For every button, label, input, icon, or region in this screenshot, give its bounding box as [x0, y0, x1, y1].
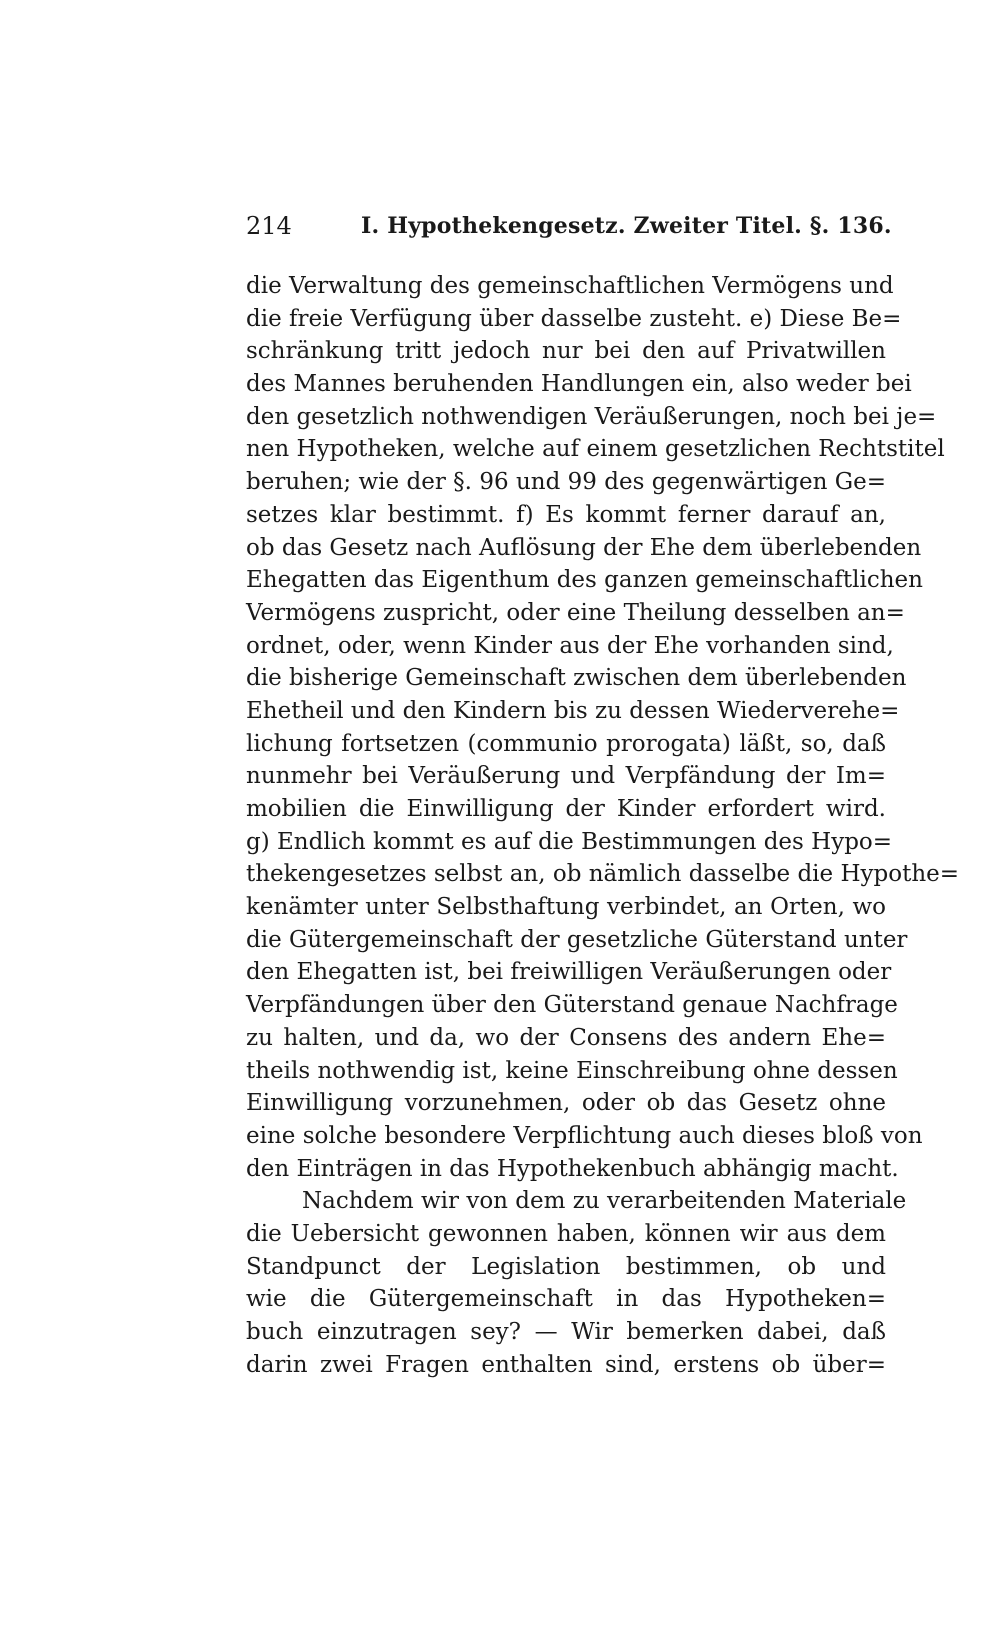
text-line: Standpunct der Legislation bestimmen, ob und — [246, 1253, 886, 1280]
text-line: mobilien die Einwilligung der Kinder erfordert wird. — [246, 796, 886, 822]
text-line: thekengesetzes selbst an, ob nämlich dasselbe die Hypothe= — [246, 861, 960, 888]
running-head-title: I. Hypothekengesetz. Zweiter Titel. §. 136. — [361, 213, 892, 239]
text-line: die bisherige Gemeinschaft zwischen dem überlebenden — [246, 665, 907, 692]
text-line: schränkung tritt jedoch nur bei den auf Privatwillen — [246, 338, 886, 365]
body-text — [246, 270, 960, 1381]
text-line: Vermögens zuspricht, oder eine Theilung desselben an= — [246, 599, 905, 626]
text-line: zu halten, und da, wo der Consens des andern Ehe= — [246, 1024, 886, 1051]
text-line: den Einträgen in das Hypothekenbuch abhängig macht. — [246, 1155, 899, 1182]
text-line: Ehetheil und den Kindern bis zu dessen Wiederverehe= — [246, 697, 900, 724]
text-line: ordnet, oder, wenn Kinder aus der Ehe vorhanden sind, — [246, 632, 894, 659]
running-head — [246, 206, 892, 246]
text-line: wie die Gütergemeinschaft in das Hypotheken= — [246, 1286, 886, 1313]
text-line: die Gütergemeinschaft der gesetzliche Güterstand unter — [246, 926, 908, 953]
text-line: die freie Verfügung über dasselbe zusteht. e) Diese Be= — [246, 305, 902, 332]
text-line: Verpfändungen über den Güterstand genaue Nachfrage — [246, 992, 898, 1019]
text-line: die Verwaltung des gemeinschaftlichen Vermögens und — [246, 273, 894, 299]
text-line: ob das Gesetz nach Auflösung der Ehe dem überlebenden — [246, 534, 922, 561]
text-line: kenämter unter Selbsthaftung verbindet, an Orten, wo — [246, 894, 886, 921]
text-line: Ehegatten das Eigenthum des ganzen gemeinschaftlichen — [246, 567, 923, 594]
text-line: den gesetzlich nothwendigen Veräußerungen, noch bei je= — [246, 403, 937, 430]
text-line: buch einzutragen sey? — Wir bemerken dabei, daß — [246, 1319, 886, 1345]
text-line: setzes klar bestimmt. f) Es kommt ferner darauf an, — [246, 501, 886, 528]
text-line: nunmehr bei Veräußerung und Verpfändung der Im= — [246, 763, 886, 790]
text-line: beruhen; wie der §. 96 und 99 des gegenwärtigen Ge= — [246, 469, 886, 496]
text-line: des Mannes beruhenden Handlungen ein, also weder bei — [246, 371, 912, 398]
text-line: Einwilligung vorzunehmen, oder ob das Gesetz ohne — [246, 1090, 886, 1117]
text-line: theils nothwendig ist, keine Einschreibung ohne dessen — [246, 1057, 898, 1084]
text-line: den Ehegatten ist, bei freiwilligen Veräußerungen oder — [246, 959, 892, 986]
text-line: g) Endlich kommt es auf die Bestimmungen des Hypo= — [246, 828, 893, 855]
text-line: lichung fortsetzen (communio prorogata) läßt, so, daß — [246, 730, 886, 757]
text-line: die Uebersicht gewonnen haben, können wir aus dem — [246, 1220, 886, 1247]
page-number: 214 — [246, 212, 292, 240]
text-line: eine solche besondere Verpflichtung auch dieses bloß von — [246, 1122, 923, 1149]
text-line: Nachdem wir von dem zu verarbeitenden Materiale — [302, 1188, 907, 1215]
text-line: nen Hypotheken, welche auf einem gesetzlichen Rechtstitel — [246, 436, 945, 463]
text-line: darin zwei Fragen enthalten sind, erstens ob über= — [246, 1351, 886, 1378]
